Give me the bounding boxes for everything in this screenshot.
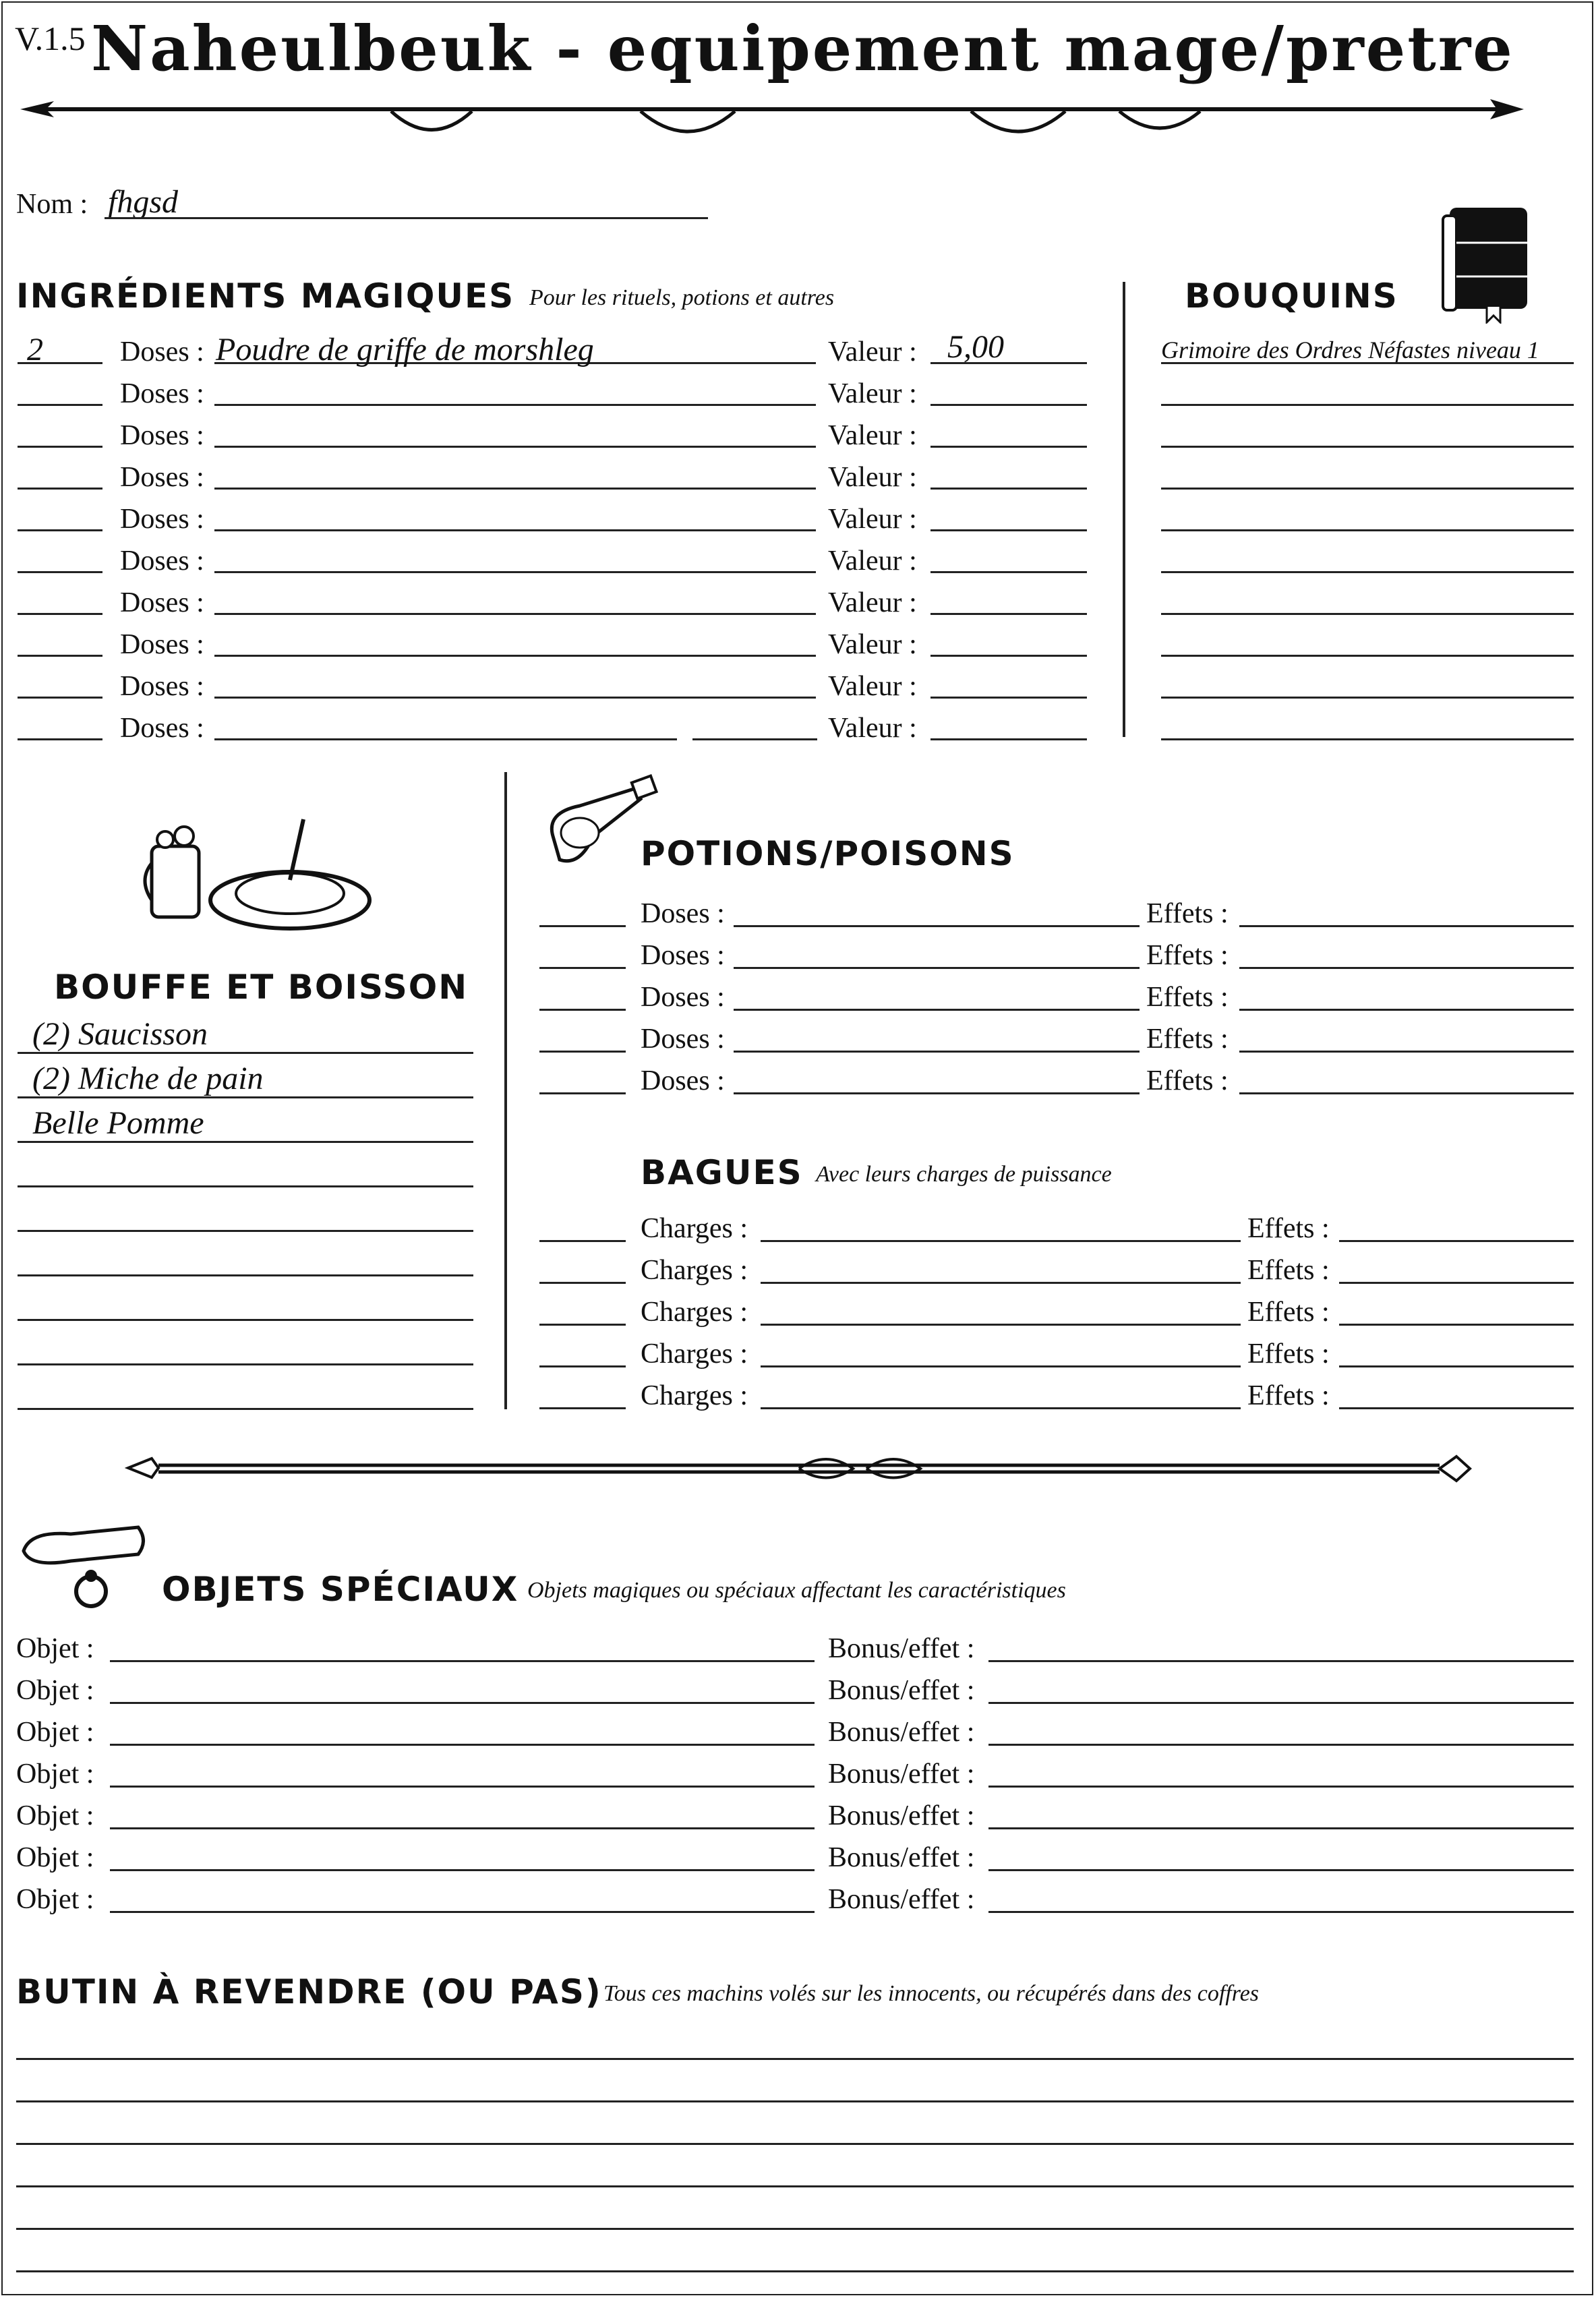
ingredient-name[interactable]: Poudre de griffe de morshleg	[216, 332, 594, 367]
objet-line[interactable]	[110, 1660, 815, 1662]
doses-label: Doses :	[120, 546, 204, 577]
ingredient-value-line[interactable]	[930, 529, 1087, 531]
effets-label: Effets :	[1247, 1255, 1330, 1286]
food-entry[interactable]: Belle Pomme	[32, 1105, 204, 1141]
potion-effect-line[interactable]	[1239, 925, 1574, 927]
nom-line	[105, 217, 708, 219]
ingredient-name-line[interactable]	[214, 697, 816, 699]
potion-qty-line[interactable]	[539, 1051, 626, 1053]
butin-line[interactable]	[16, 2270, 1574, 2272]
ingredient-name-line[interactable]	[214, 571, 816, 573]
objet-label: Objet :	[16, 1800, 94, 1831]
book-line[interactable]	[1161, 529, 1574, 531]
food-line[interactable]	[18, 1052, 473, 1054]
charges-label: Charges :	[641, 1213, 748, 1244]
effets-label: Effets :	[1146, 940, 1229, 971]
ingredient-value-line[interactable]	[930, 446, 1087, 448]
potion-qty-line[interactable]	[539, 1009, 626, 1011]
ring-name-line[interactable]	[761, 1282, 1241, 1284]
effets-label: Effets :	[1247, 1213, 1330, 1244]
food-line[interactable]	[18, 1408, 473, 1410]
ring-qty-line[interactable]	[539, 1324, 626, 1326]
effets-label: Effets :	[1247, 1338, 1330, 1369]
food-line[interactable]	[18, 1096, 473, 1098]
food-entry[interactable]: (2) Miche de pain	[32, 1061, 264, 1096]
effets-label: Effets :	[1247, 1297, 1330, 1328]
book-line[interactable]	[1161, 655, 1574, 657]
ingredient-name-line[interactable]	[214, 738, 677, 740]
valeur-label: Valeur :	[828, 713, 917, 744]
ingredient-value[interactable]: 5,00	[947, 329, 1004, 365]
valeur-label: Valeur :	[828, 336, 917, 367]
potion-effect-line[interactable]	[1239, 1051, 1574, 1053]
ingredient-value-line[interactable]	[930, 697, 1087, 699]
ring-qty-line[interactable]	[539, 1407, 626, 1409]
book-line[interactable]	[1161, 362, 1574, 364]
effets-label: Effets :	[1146, 982, 1229, 1013]
butin-line[interactable]	[16, 2058, 1574, 2060]
doses-label: Doses :	[641, 982, 725, 1013]
bonus-line[interactable]	[988, 1660, 1574, 1662]
doses-label: Doses :	[120, 336, 204, 367]
ingredient-value-line[interactable]	[930, 738, 1087, 740]
ingredients-subtitle: Pour les rituels, potions et autres	[529, 285, 835, 310]
objet-label: Objet :	[16, 1675, 94, 1706]
ring-effect-line[interactable]	[1339, 1407, 1574, 1409]
ingredient-name-line[interactable]	[214, 404, 816, 406]
butin-line[interactable]	[16, 2143, 1574, 2145]
objet-label: Objet :	[16, 1633, 94, 1664]
ingredient-value-line[interactable]	[930, 613, 1087, 615]
objet-label: Objet :	[16, 1842, 94, 1873]
charges-label: Charges :	[641, 1380, 748, 1411]
doses-label: Doses :	[120, 462, 204, 493]
charges-label: Charges :	[641, 1297, 748, 1328]
ingredient-qty-line[interactable]	[18, 697, 102, 699]
ingredient-qty-line[interactable]	[18, 571, 102, 573]
objet-line[interactable]	[110, 1744, 815, 1746]
effets-label: Effets :	[1247, 1380, 1330, 1411]
ingredient-qty-line[interactable]	[18, 529, 102, 531]
ingredient-name-line[interactable]	[214, 488, 816, 490]
potion-effect-line[interactable]	[1239, 967, 1574, 969]
book-line[interactable]	[1161, 738, 1574, 740]
divider	[1123, 282, 1125, 737]
potion-qty-line[interactable]	[539, 1092, 626, 1094]
ring-effect-line[interactable]	[1339, 1240, 1574, 1242]
ingredient-qty[interactable]: 2	[27, 332, 43, 367]
doses-label: Doses :	[120, 713, 204, 744]
version-label: V.1.5	[15, 20, 86, 57]
book-line[interactable]	[1161, 446, 1574, 448]
food-line[interactable]	[18, 1319, 473, 1321]
potion-effect-line[interactable]	[1239, 1092, 1574, 1094]
bonus-label: Bonus/effet :	[828, 1800, 975, 1831]
valeur-label: Valeur :	[828, 629, 917, 660]
doses-label: Doses :	[641, 1024, 725, 1055]
ring-effect-line[interactable]	[1339, 1365, 1574, 1367]
food-icon	[138, 806, 374, 941]
book-line[interactable]	[1161, 697, 1574, 699]
food-line[interactable]	[18, 1274, 473, 1276]
food-line[interactable]	[18, 1230, 473, 1232]
spear-icon	[13, 84, 1531, 145]
ingredient-qty-line[interactable]	[18, 404, 102, 406]
staff-icon	[125, 1446, 1473, 1490]
valeur-label: Valeur :	[828, 462, 917, 493]
bonus-line[interactable]	[988, 1744, 1574, 1746]
bouffe-title: BOUFFE ET BOISSON	[54, 968, 469, 1007]
food-line[interactable]	[18, 1185, 473, 1187]
butin-line[interactable]	[16, 2228, 1574, 2230]
book-entry[interactable]: Grimoire des Ordres Néfastes niveau 1	[1161, 336, 1539, 363]
doses-label: Doses :	[120, 587, 204, 618]
doses-label: Doses :	[120, 504, 204, 535]
potion-name-line[interactable]	[734, 1051, 1140, 1053]
potion-name-line[interactable]	[734, 967, 1140, 969]
bonus-line[interactable]	[988, 1911, 1574, 1913]
ingredient-qty-line[interactable]	[18, 613, 102, 615]
food-line[interactable]	[18, 1141, 473, 1143]
butin-line[interactable]	[16, 2185, 1574, 2187]
ingredient-name-line[interactable]	[214, 613, 816, 615]
butin-subtitle: Tous ces machins volés sur les innocents, ou récupérés dans des coffres	[603, 1981, 1260, 2006]
potion-qty-line[interactable]	[539, 925, 626, 927]
ingredient-value-line[interactable]	[930, 404, 1087, 406]
divider	[504, 772, 507, 1409]
doses-label: Doses :	[641, 898, 725, 929]
objet-label: Objet :	[16, 1884, 94, 1915]
doses-label: Doses :	[641, 940, 725, 971]
objet-line[interactable]	[110, 1786, 815, 1788]
ingredient-qty-line[interactable]	[18, 488, 102, 490]
valeur-label: Valeur :	[828, 378, 917, 409]
objets-subtitle: Objets magiques ou spéciaux affectant les caractéristiques	[527, 1578, 1066, 1603]
bagues-subtitle: Avec leurs charges de puissance	[816, 1162, 1112, 1187]
ingredient-name-line[interactable]	[214, 446, 816, 448]
valeur-label: Valeur :	[828, 504, 917, 535]
bonus-line[interactable]	[988, 1827, 1574, 1829]
bonus-label: Bonus/effet :	[828, 1633, 975, 1664]
objet-line[interactable]	[110, 1911, 815, 1913]
ring-name-line[interactable]	[761, 1324, 1241, 1326]
effets-label: Effets :	[1146, 1024, 1229, 1055]
bouquins-title: BOUQUINS	[1185, 276, 1398, 316]
nom-label: Nom :	[16, 189, 88, 220]
valeur-label: Valeur :	[828, 546, 917, 577]
effets-label: Effets :	[1146, 898, 1229, 929]
ring-qty-line[interactable]	[539, 1365, 626, 1367]
ingredient-qty-line[interactable]	[18, 655, 102, 657]
ring-qty-line[interactable]	[539, 1282, 626, 1284]
food-entry[interactable]: (2) Saucisson	[32, 1016, 208, 1052]
ingredient-name-line[interactable]	[214, 529, 816, 531]
nom-value[interactable]: fhgsd	[108, 184, 179, 220]
bonus-label: Bonus/effet :	[828, 1884, 975, 1915]
butin-line[interactable]	[16, 2100, 1574, 2102]
objet-label: Objet :	[16, 1717, 94, 1748]
ring-effect-line[interactable]	[1339, 1324, 1574, 1326]
food-line[interactable]	[18, 1363, 473, 1365]
valeur-label: Valeur :	[828, 671, 917, 702]
page-title: Naheulbeuk - equipement mage/pretre	[91, 12, 1514, 85]
bonus-label: Bonus/effet :	[828, 1842, 975, 1873]
ingredient-value-line[interactable]	[930, 655, 1087, 657]
ring-name-line[interactable]	[761, 1407, 1241, 1409]
doses-label: Doses :	[120, 378, 204, 409]
charges-label: Charges :	[641, 1338, 748, 1369]
bonus-line[interactable]	[988, 1786, 1574, 1788]
ring-name-line[interactable]	[761, 1240, 1241, 1242]
ingredient-qty-line[interactable]	[18, 738, 102, 740]
butin-title: BUTIN À REVENDRE (OU PAS)	[16, 1972, 602, 2011]
doses-label: Doses :	[120, 671, 204, 702]
potions-title: POTIONS/POISONS	[641, 834, 1015, 873]
ingredient-name-line[interactable]	[692, 738, 817, 740]
bonus-label: Bonus/effet :	[828, 1717, 975, 1748]
bonus-line[interactable]	[988, 1869, 1574, 1871]
scroll-ring-icon	[17, 1514, 152, 1612]
doses-label: Doses :	[641, 1065, 725, 1096]
book-line[interactable]	[1161, 571, 1574, 573]
ingredient-name-line[interactable]	[214, 655, 816, 657]
doses-label: Doses :	[120, 629, 204, 660]
objet-label: Objet :	[16, 1759, 94, 1790]
effets-label: Effets :	[1146, 1065, 1229, 1096]
ring-effect-line[interactable]	[1339, 1282, 1574, 1284]
potion-qty-line[interactable]	[539, 967, 626, 969]
valeur-label: Valeur :	[828, 587, 917, 618]
charges-label: Charges :	[641, 1255, 748, 1286]
bonus-label: Bonus/effet :	[828, 1759, 975, 1790]
book-line[interactable]	[1161, 488, 1574, 490]
objets-title: OBJETS SPÉCIAUX	[162, 1570, 519, 1609]
potion-effect-line[interactable]	[1239, 1009, 1574, 1011]
book-line[interactable]	[1161, 613, 1574, 615]
doses-label: Doses :	[120, 420, 204, 451]
ingredient-value-line[interactable]	[930, 571, 1087, 573]
bagues-title: BAGUES	[641, 1153, 803, 1192]
potion-name-line[interactable]	[734, 1092, 1140, 1094]
bonus-line[interactable]	[988, 1702, 1574, 1704]
book-line[interactable]	[1161, 404, 1574, 406]
objet-line[interactable]	[110, 1702, 815, 1704]
ingredient-qty-line[interactable]	[18, 446, 102, 448]
bonus-label: Bonus/effet :	[828, 1675, 975, 1706]
objet-line[interactable]	[110, 1869, 815, 1871]
potion-name-line[interactable]	[734, 925, 1140, 927]
ring-name-line[interactable]	[761, 1365, 1241, 1367]
potion-name-line[interactable]	[734, 1009, 1140, 1011]
valeur-label: Valeur :	[828, 420, 917, 451]
objet-line[interactable]	[110, 1827, 815, 1829]
ingredient-value-line[interactable]	[930, 488, 1087, 490]
ingredients-title: INGRÉDIENTS MAGIQUES	[16, 276, 515, 316]
book-icon	[1436, 196, 1544, 324]
ring-qty-line[interactable]	[539, 1240, 626, 1242]
